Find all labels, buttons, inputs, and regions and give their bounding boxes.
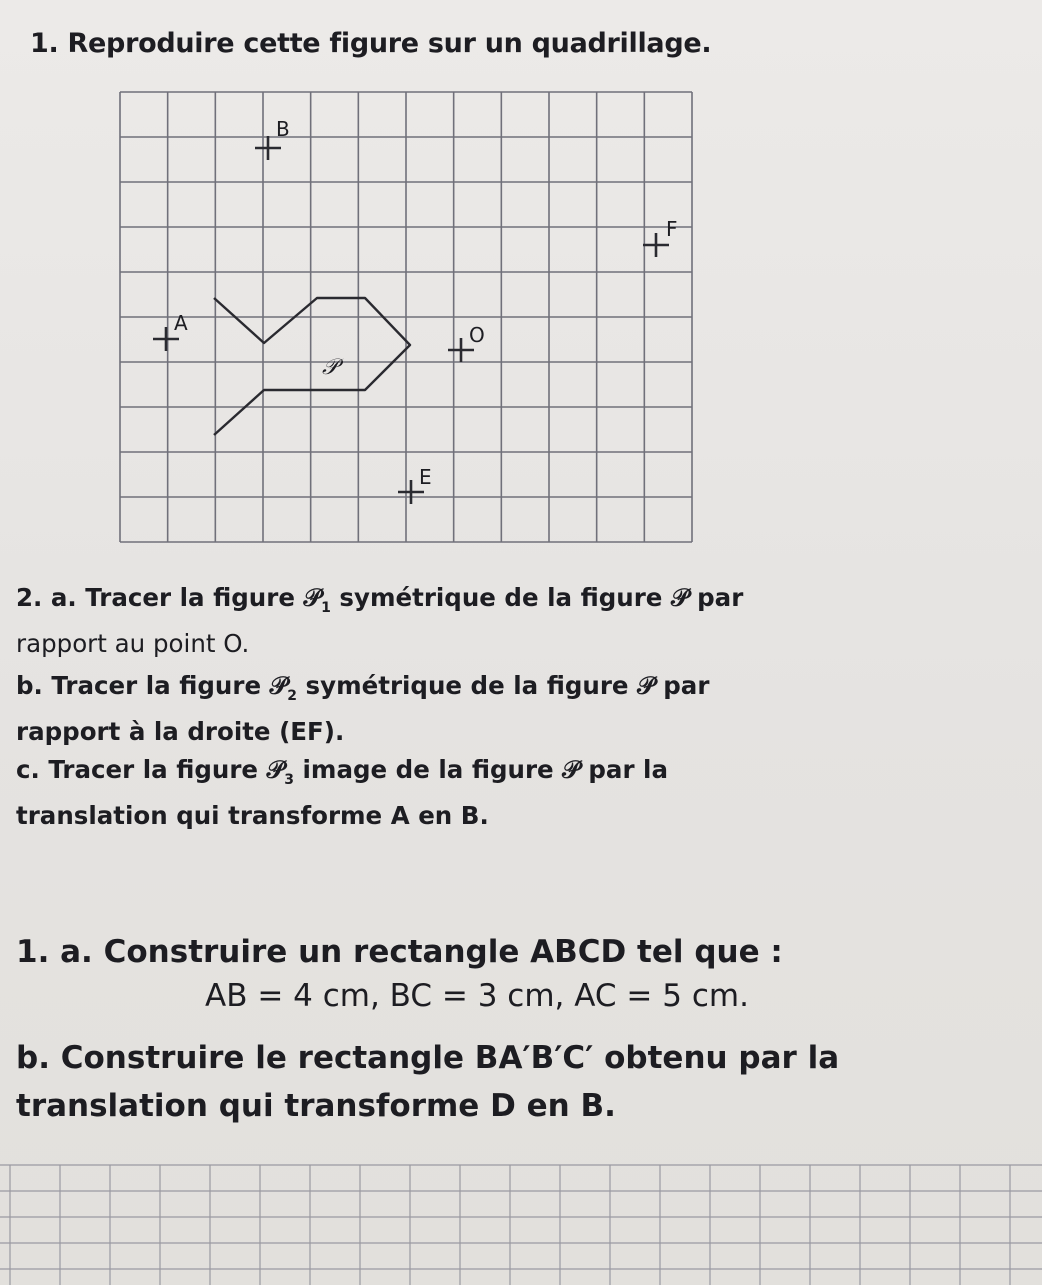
point-o-label: O bbox=[469, 323, 485, 347]
q2b-text-2: symétrique de la figure 𝒫 par bbox=[297, 671, 710, 700]
q2c-text-2: image de la figure 𝒫 par la bbox=[294, 755, 668, 784]
question-2b bbox=[16, 668, 816, 750]
point-f-label: F bbox=[666, 217, 678, 241]
question-2c bbox=[16, 752, 816, 834]
square-grid bbox=[120, 92, 692, 542]
q2a-text-2: symétrique de la figure 𝒫 par bbox=[330, 583, 744, 612]
point-e-label: E bbox=[419, 465, 432, 489]
q2b-text: b. Tracer la figure 𝒫 bbox=[16, 671, 288, 700]
point-b-label: B bbox=[276, 117, 290, 141]
exercise2-equation: AB = 4 cm, BC = 3 cm, AC = 5 cm. bbox=[205, 978, 749, 1014]
exercise2-question-1a: 1. a. Construire un rectangle ABCD tel que : bbox=[16, 934, 783, 970]
exercise2-question-1b bbox=[16, 1034, 1036, 1130]
point-a-label: A bbox=[174, 311, 188, 335]
q2c-subscript: 3 bbox=[284, 771, 294, 788]
q2a-text: 2. a. Tracer la figure 𝒫 bbox=[16, 583, 322, 612]
q2b-subscript: 2 bbox=[287, 687, 298, 704]
q1b-line2: translation qui transforme D en B. bbox=[16, 1088, 616, 1124]
figure-p-shape bbox=[214, 298, 410, 435]
question-2a bbox=[16, 580, 816, 662]
question-1-heading: 1. Reproduire cette figure sur un quadrillage. bbox=[30, 28, 712, 59]
figure-p-outline bbox=[214, 298, 410, 435]
figure-p-label: 𝒫 bbox=[322, 355, 338, 380]
q2c-line2: translation qui transforme A en B. bbox=[16, 800, 489, 830]
point-markers bbox=[153, 136, 669, 504]
q2b-line2: rapport à la droite (EF). bbox=[16, 716, 345, 746]
q2c-text: c. Tracer la figure 𝒫 bbox=[16, 755, 285, 784]
q2a-subscript: 1 bbox=[321, 599, 331, 616]
q2a-line2: rapport au point O. bbox=[16, 628, 250, 658]
q1b-line1: b. Construire le rectangle BA′B′C′ obtenu par la bbox=[16, 1040, 840, 1076]
bottom-grid-paper bbox=[0, 1165, 1042, 1285]
